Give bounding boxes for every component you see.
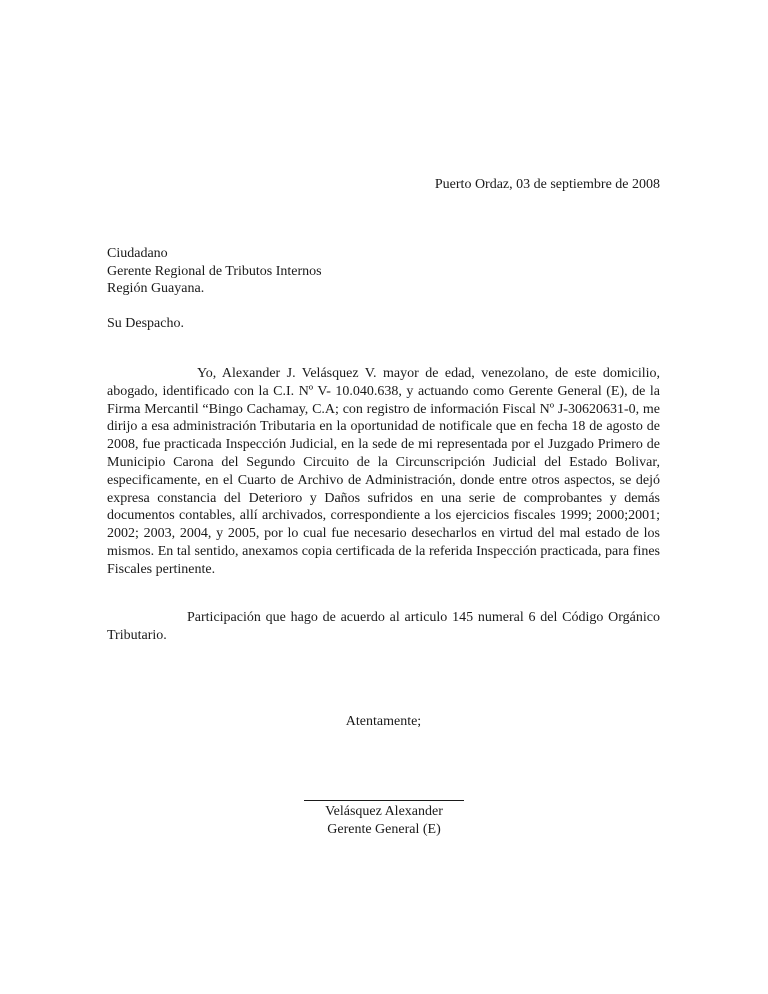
place-date: Puerto Ordaz, 03 de septiembre de 2008 (434, 177, 660, 192)
signatory-name: Velásquez Alexander (325, 804, 443, 819)
addressee-block (107, 245, 660, 298)
signatory-title: Gerente General (E) (327, 822, 441, 837)
signature-block (304, 800, 464, 839)
body-paragraph-2: Participación que hago de acuerdo al articulo 145 numeral 6 del Código Orgánico Tributario. (107, 610, 660, 643)
body-paragraph-1: Yo, Alexander J. Velásquez V. mayor de edad, venezolano, de este domicilio, abogado, identificado con la C.I. Nº V- 10.040.638, y actuando como Gerente General (E), de la Firma Mercantil “Bingo Cachamay, C.A; con registro de información Fiscal Nº J-30620631-0, me dirijo a esa administración Tributaria en la oportunidad de notificale que en fecha 18 de agosto de 2008, fue practicada Inspección Judicial, en la sede de mi representada por el Juzgado Primero de Municipio Carona del Segundo Circuito de la Circunscripción Judicial del Estado Bolivar, especificamente, en el Cuarto de Archivo de Administración, donde entre otros aspectos, se dejó expresa constancia del Deterioro y Daños sufridos en una serie de comprobantes y demás documentos contables, allí archivados, correspondiente a los ejercicios fiscales 1999; 2000;2001; 2002; 2003, 2004, y 2005, por lo cual fue necesario desecharlos en virtud del mal estado de los mismos. En tal sentido, anexamos copia certificada de la referida Inspección practicada, para fines Fiscales pertinente. (107, 366, 660, 577)
addressee-salutation: Ciudadano (107, 246, 168, 261)
closing-salutation: Atentamente; (345, 714, 422, 729)
addressee-position: Gerente Regional de Tributos Internos (107, 263, 322, 279)
signature-line (304, 800, 464, 801)
addressee-region: Región Guayana. (107, 281, 205, 296)
despacho-line: Su Despacho. (107, 316, 184, 331)
